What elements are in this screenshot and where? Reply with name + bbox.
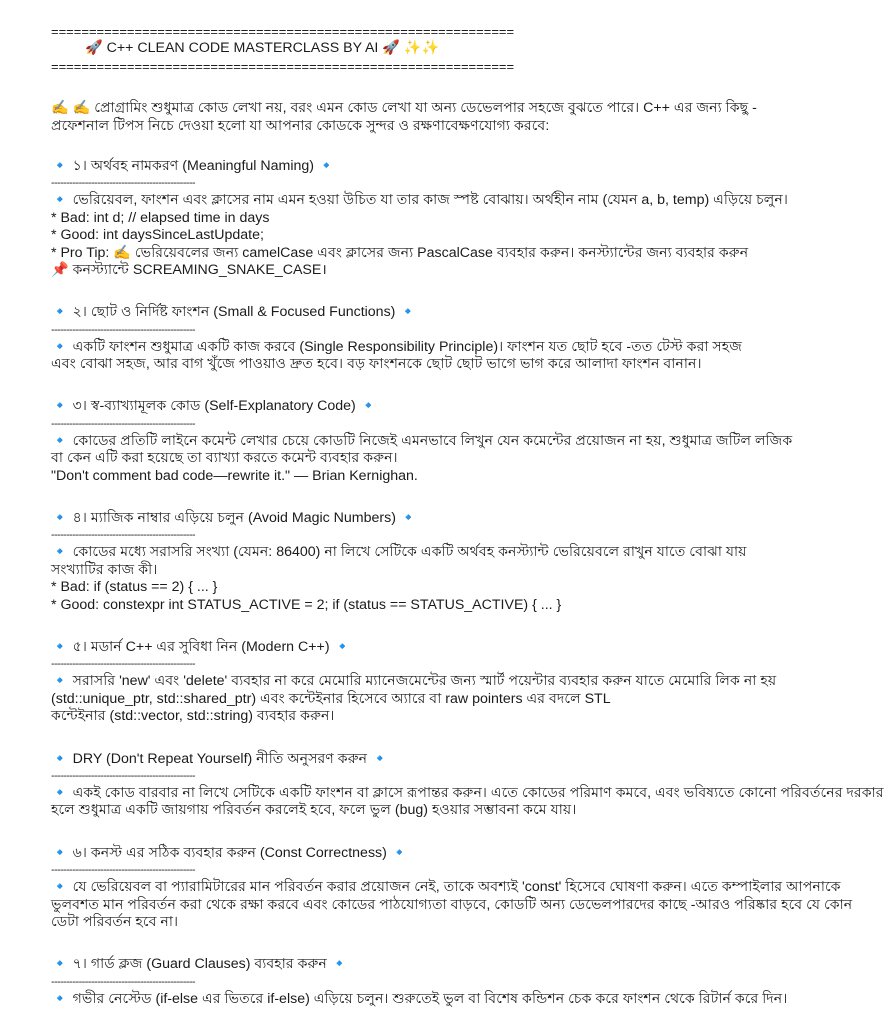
- section-line: এবং বোঝা সহজ, আর বাগ খুঁজে পাওয়াও দ্রুত হবে। বড় ফাংশনকে ছোট ছোট ভাগে ভাগ করে আলাদা ফাংশন বানান।: [51, 356, 702, 373]
- section-line: * Pro Tip: ✍️ ভেরিয়েবলের জন্য camelCase এবং ক্লাসের জন্য PascalCase ব্যবহার করুন। কনস্ট্যান্টের জন্য ব্যবহার করুন: [51, 244, 749, 261]
- section-line: * Good: constexpr int STATUS_ACTIVE = 2; if (status == STATUS_ACTIVE) { ... }: [51, 596, 562, 613]
- document-page: [51, 23, 884, 1008]
- section-line: 🔹 একই কোড বারবার না লিখে সেটিকে একটি ফাংশন বা ক্লাসে রূপান্তর করুন। এতে কোডের পরিমাণ কমবে, এবং ভবিষ্যতে কোনো পরিবর্তনের দরকার: [51, 784, 884, 801]
- section-line: কন্টেইনার (std::vector, std::string) ব্যবহার করুন।: [51, 708, 335, 725]
- section-divider: -----------------------------------------------: [51, 177, 195, 190]
- intro-line: ✍️ ✍️ প্রোগ্রামিং শুধুমাত্র কোড লেখা নয়, বরং এমন কোড লেখা যা অন্য ডেভেলপার সহজে বুঝতে পারে। C++ এর জন্য কিছু -: [51, 100, 757, 117]
- section-divider: -----------------------------------------------: [51, 658, 195, 671]
- section-line: সংখ্যাটির কাজ কী।: [51, 561, 158, 578]
- section-heading: 🔹 ৫। মডার্ন C++ এর সুবিধা নিন (Modern C++) 🔹: [51, 638, 352, 655]
- section-meaningful-naming: [51, 157, 788, 279]
- section-magic-numbers: [51, 510, 758, 614]
- section-line: 📌 কনস্ট্যান্টে SCREAMING_SNAKE_CASE।: [51, 261, 327, 278]
- section-line: * Bad: int d; // elapsed time in days: [51, 209, 270, 226]
- section-self-explanatory-code: [51, 398, 793, 485]
- banner: [51, 23, 758, 75]
- section-line: 🔹 কোডের প্রতিটি লাইনে কমেন্ট লেখার চেয়ে কোডটি নিজেই এমনভাবে লিখুন যেন কমেন্টের প্রয়োজন না হয়, শুধুমাত্র জটিল লজিক: [51, 432, 793, 449]
- section-line: বা কেন এটি করা হয়েছে তা ব্যাখ্যা করতে কমেন্ট ব্যবহার করুন।: [51, 450, 398, 467]
- section-line: * Bad: if (status == 2) { ... }: [51, 579, 218, 596]
- section-small-functions: [51, 304, 758, 373]
- section-const-correctness: [51, 844, 853, 932]
- banner-title: 🚀 C++ CLEAN CODE MASTERCLASS BY AI 🚀 ✨✨: [85, 40, 440, 57]
- section-line: * Good: int daysSinceLastUpdate;: [51, 227, 264, 244]
- section-divider: -----------------------------------------------: [51, 529, 195, 542]
- section-dry: [51, 750, 884, 820]
- section-line: ডেটা পরিবর্তন হবে না।: [51, 913, 179, 930]
- section-heading: 🔹 ৭। গার্ড ক্লজ (Guard Clauses) ব্যবহার করুন 🔹: [51, 956, 349, 973]
- banner-rule-bottom: =============================================================: [51, 58, 515, 74]
- section-line: (std::unique_ptr, std::shared_ptr) এবং কন্টেইনার হিসেবে অ্যারে বা raw pointers এর বদলে STL: [51, 690, 611, 707]
- intro-paragraph: [51, 100, 758, 135]
- section-heading: 🔹 ৩। স্ব-ব্যাখ্যামূলক কোড (Self-Explanatory Code) 🔹: [51, 398, 378, 415]
- section-heading: 🔹 DRY (Don't Repeat Yourself) নীতি অনুসরণ করুন 🔹: [51, 750, 389, 767]
- section-modern-cpp: [51, 638, 777, 726]
- section-line: 🔹 যে ভেরিয়েবল বা প্যারামিটারের মান পরিবর্তন করার প্রয়োজন নেই, তাকে অবশ্যই 'const' হিসেবে ঘোষণা করুন। এতে কম্পাইলার আপনাকে: [51, 879, 841, 896]
- section-line: 🔹 সরাসরি 'new' এবং 'delete' ব্যবহার না করে মেমোরি ম্যানেজমেন্টের জন্য স্মার্ট পয়েন্টার ব্যবহার করুন যাতে মেমোরি লিক না হয়: [51, 673, 777, 690]
- section-divider: -----------------------------------------------: [51, 975, 195, 988]
- section-quote: "Don't comment bad code—rewrite it." — Brian Kernighan.: [51, 467, 418, 484]
- section-divider: -----------------------------------------------: [51, 417, 195, 430]
- section-heading: 🔹 ৪। ম্যাজিক নাম্বার এড়িয়ে চলুন (Avoid Magic Numbers) 🔹: [51, 510, 418, 527]
- section-line: হলে শুধুমাত্র একটি জায়গায় পরিবর্তন করলেই হবে, ফলে ভুল (bug) হওয়ার সম্ভাবনা কমে যায়।: [51, 802, 577, 819]
- section-divider: -----------------------------------------------: [51, 864, 195, 877]
- section-line: ভুলবশত মান পরিবর্তন করা থেকে রক্ষা করবে এবং কোডের পাঠযোগ্যতা বাড়বে, কোডটি অন্য ডেভেলপারদের কাছে -আরও পরিষ্কার হবে যে কোন: [51, 896, 853, 913]
- section-heading: 🔹 ৬। কনস্ট এর সঠিক ব্যবহার করুন (Const Correctness) 🔹: [51, 844, 409, 861]
- banner-rule-top: =============================================================: [51, 24, 515, 39]
- section-line: 🔹 একটি ফাংশন শুধুমাত্র একটি কাজ করবে (Single Responsibility Principle)। ফাংশন যত ছোট হবে -তত টেস্ট করা সহজ: [51, 338, 742, 355]
- intro-line: প্রফেশনাল টিপস নিচে দেওয়া হলো যা আপনার কোডকে সুন্দর ও রক্ষণাবেক্ষণযোগ্য করবে:: [51, 117, 550, 134]
- section-line: 🔹 ভেরিয়েবল, ফাংশন এবং ক্লাসের নাম এমন হওয়া উচিত যা তার কাজ স্পষ্ট বোঝায়। অর্থহীন নাম (যেমন a, b, temp) এড়িয়ে চলুন।: [51, 192, 788, 209]
- section-heading: 🔹 ১। অর্থবহ নামকরণ (Meaningful Naming) 🔹: [51, 157, 336, 174]
- section-divider: -----------------------------------------------: [51, 323, 195, 336]
- section-heading: 🔹 ২। ছোট ও নির্দিষ্ট ফাংশন (Small & Focused Functions) 🔹: [51, 304, 417, 321]
- section-line: 🔹 কোডের মধ্যে সরাসরি সংখ্যা (যেমন: 86400) না লিখে সেটিকে একটি অর্থবহ কনস্ট্যান্ট ভেরিয়েবলে রাখুন যাতে বোঝা যায়: [51, 544, 747, 561]
- section-line: 🔹 গভীর নেস্টেড (if-else এর ভিতরে if-else) এড়িয়ে চলুন। শুরুতেই ভুল বা বিশেষ কন্ডিশন চেক করে ফাংশন থেকে রিটার্ন করে দিন।: [51, 990, 788, 1007]
- section-divider: -----------------------------------------------: [51, 769, 195, 782]
- section-guard-clauses: [51, 956, 788, 1008]
